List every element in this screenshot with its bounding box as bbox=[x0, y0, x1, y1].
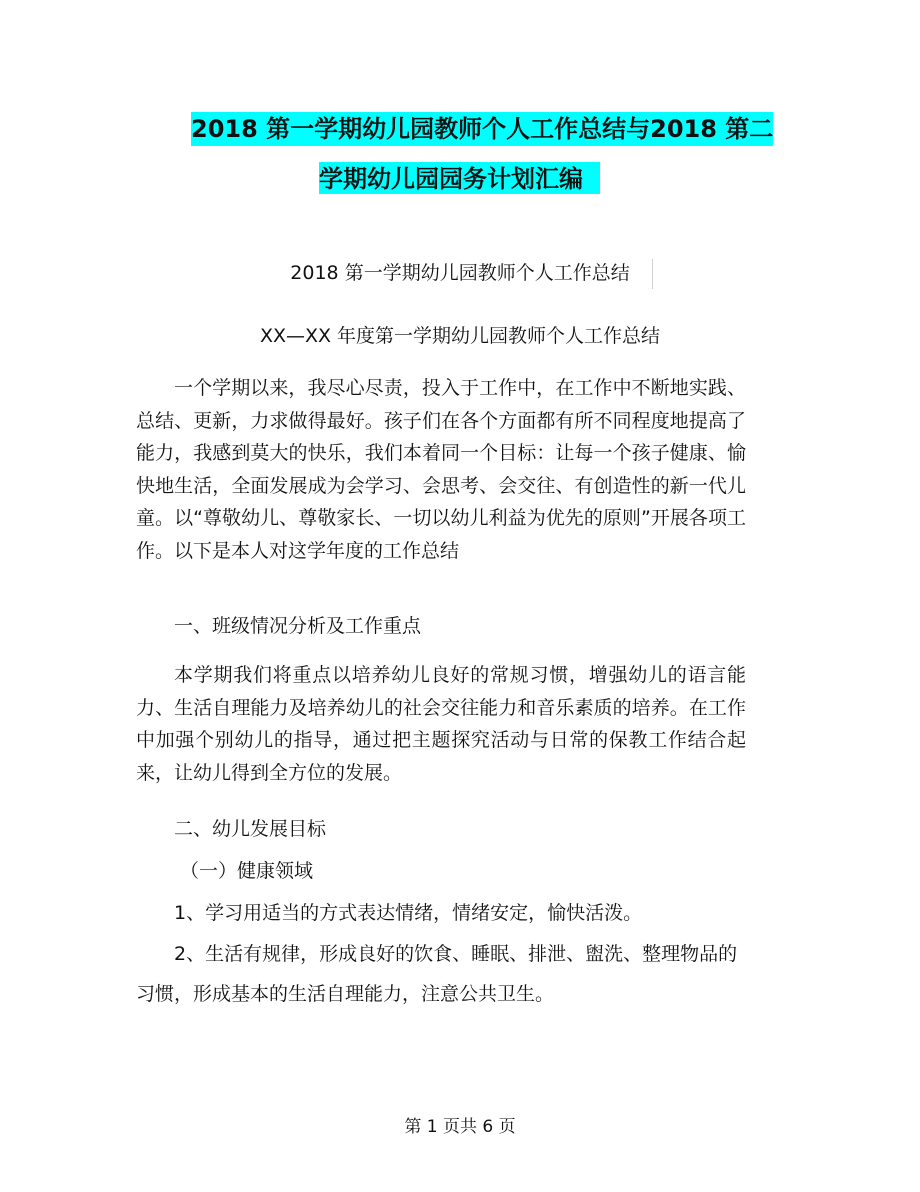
title-line-2-text: 学期幼儿园园务计划汇编 bbox=[319, 165, 583, 193]
text-cursor-divider bbox=[652, 259, 653, 289]
intro-paragraph: 一个学期以来，我尽心尽责，投入于工作中，在工作中不断地实践、总结、更新，力求做得最好。孩子们在各个方面都有所不同程度地提高了能力，我感到莫大的快乐，我们本着同一个目标：让每一个孩子健康、愉快地生活，全面发展成为会学习、会思考、会交往、有创造性的新一代儿童。以“尊敬幼儿、尊敬家长、一切以幼儿利益为优先的原则”开展各项工作。以下是本人对这学年度的工作总结 bbox=[136, 377, 746, 562]
document-title-line-1 bbox=[191, 112, 773, 146]
document-title-line-2 bbox=[319, 162, 600, 194]
focus-paragraph: 本学期我们将重点以培养幼儿良好的常规习惯，增强幼儿的语言能力、生活自理能力及培养幼儿的社会交往能力和音乐素质的培养。在工作中加强个别幼儿的指导，通过把主题探究活动与日常的保教工作结合起来，让幼儿得到全方位的发展。 bbox=[136, 664, 746, 784]
section-title: 2018 第一学期幼儿园教师个人工作总结 bbox=[290, 262, 630, 284]
title-part-1: 2018 第一学期幼儿园教师个人工作总结与 bbox=[191, 115, 651, 143]
heading-health-domain: （一）健康领域 bbox=[180, 860, 314, 882]
section-subtitle: XX—XX 年度第一学期幼儿园教师个人工作总结 bbox=[259, 325, 661, 347]
list-item: 1、学习用适当的方式表达情绪，情绪安定，愉快活泼。 bbox=[174, 902, 643, 924]
page-number: 第 1 页共 6 页 bbox=[404, 1117, 516, 1137]
title-part-2: 2018 第二 bbox=[650, 115, 774, 143]
heading-class-analysis: 一、班级情况分析及工作重点 bbox=[174, 615, 422, 637]
list-item: 2、生活有规律，形成良好的饮食、睡眠、排泄、盥洗、整理物品的习惯，形成基本的生活自理能力，注意公共卫生。 bbox=[136, 943, 738, 1005]
heading-development-goals: 二、幼儿发展目标 bbox=[174, 818, 327, 840]
